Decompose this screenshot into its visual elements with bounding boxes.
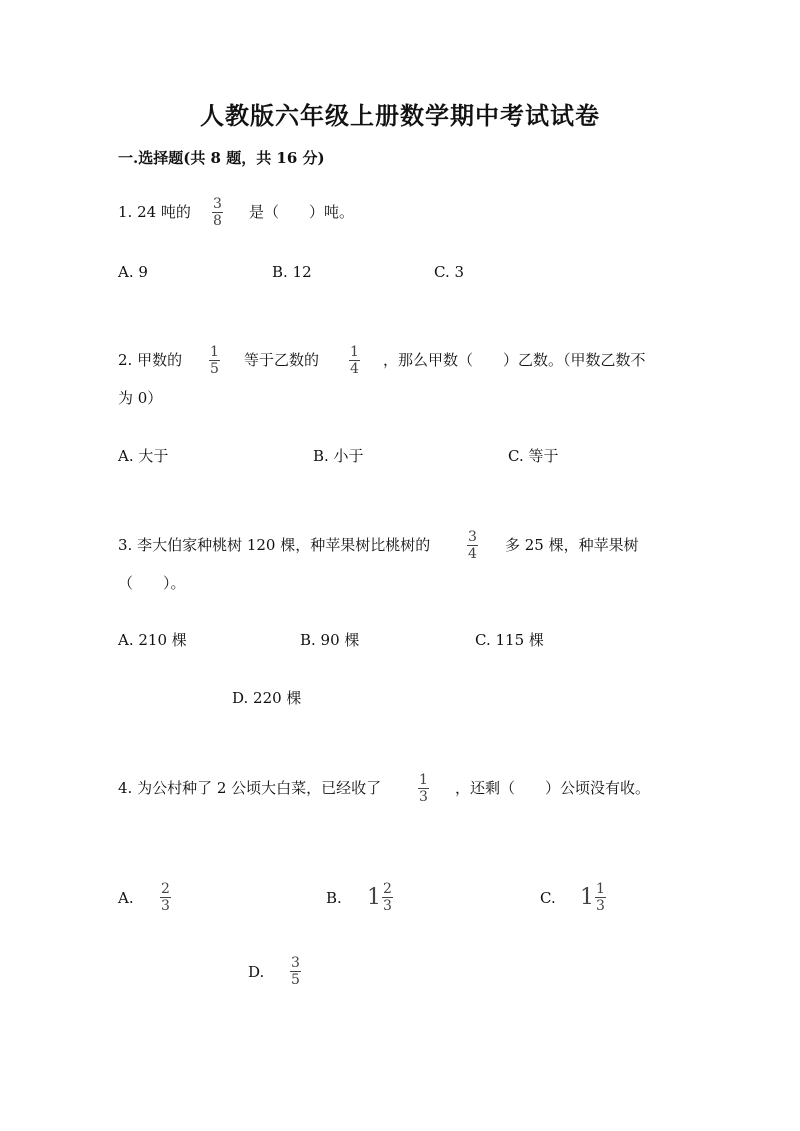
question-1-text-b: 是（ ）吨。 [249, 203, 355, 221]
question-2-text-d: 为 0） [118, 389, 163, 407]
question-2-fraction-1: 1 5 [210, 344, 219, 377]
question-4-option-a-fraction[interactable]: 2 3 [161, 881, 170, 914]
question-3-option-c[interactable]: C. 115 棵 [475, 631, 544, 649]
question-4-option-b-mixed-number[interactable]: 1 $\frac{2}{3}$ [367, 881, 392, 914]
question-4-option-b-label[interactable]: B. [326, 889, 342, 907]
question-3-text-b: 多 25 棵，种苹果树 [505, 536, 639, 554]
question-4-option-c-mixed-number[interactable]: 1 $\frac{1}{3}$ [580, 881, 605, 914]
question-4-option-c-label[interactable]: C. [540, 889, 556, 907]
question-3-text-a: 3. 李大伯家种桃树 120 棵，种苹果树比桃树的 [118, 536, 431, 554]
question-2-option-c[interactable]: C. 等于 [508, 447, 559, 465]
question-2-text-c: ，那么甲数（ ）乙数。（甲数乙数不 [383, 351, 646, 369]
question-3-text-c: （ ）。 [118, 574, 186, 592]
question-2-option-a[interactable]: A. 大于 [118, 447, 169, 465]
question-2-text-a: 2. 甲数的 [118, 351, 183, 369]
question-1-text-a: 1. 24 吨的 [118, 203, 191, 221]
question-2-fraction-2: 1 4 [350, 344, 359, 377]
question-2-text-b: 等于乙数的 [244, 351, 320, 369]
question-3-option-b[interactable]: B. 90 棵 [300, 631, 360, 649]
question-4-option-a-label[interactable]: A. [118, 889, 134, 907]
page-title: 人教版六年级上册数学期中考试试卷 [200, 101, 600, 130]
question-1-option-b[interactable]: B. 12 [272, 263, 312, 281]
question-4-option-d-label[interactable]: D. [248, 963, 265, 981]
question-1-fraction: 3 8 [213, 196, 222, 229]
question-4-fraction: 1 3 [419, 772, 428, 805]
question-1-option-a[interactable]: A. 9 [118, 263, 148, 281]
question-4-text-b: ，还剩（ ）公顷没有收。 [455, 779, 651, 797]
question-4-option-d-fraction[interactable]: 3 5 [291, 955, 300, 988]
question-4-text-a: 4. 为公村种了 2 公顷大白菜，已经收了 [118, 779, 382, 797]
section-heading: 一.选择题(共 8 题，共 16 分) [118, 149, 325, 167]
question-3-fraction: 3 4 [468, 529, 477, 562]
question-1-option-c[interactable]: C. 3 [434, 263, 465, 281]
question-3-option-a[interactable]: A. 210 棵 [118, 631, 187, 649]
question-2-option-b[interactable]: B. 小于 [313, 447, 364, 465]
question-3-option-d[interactable]: D. 220 棵 [232, 689, 302, 707]
